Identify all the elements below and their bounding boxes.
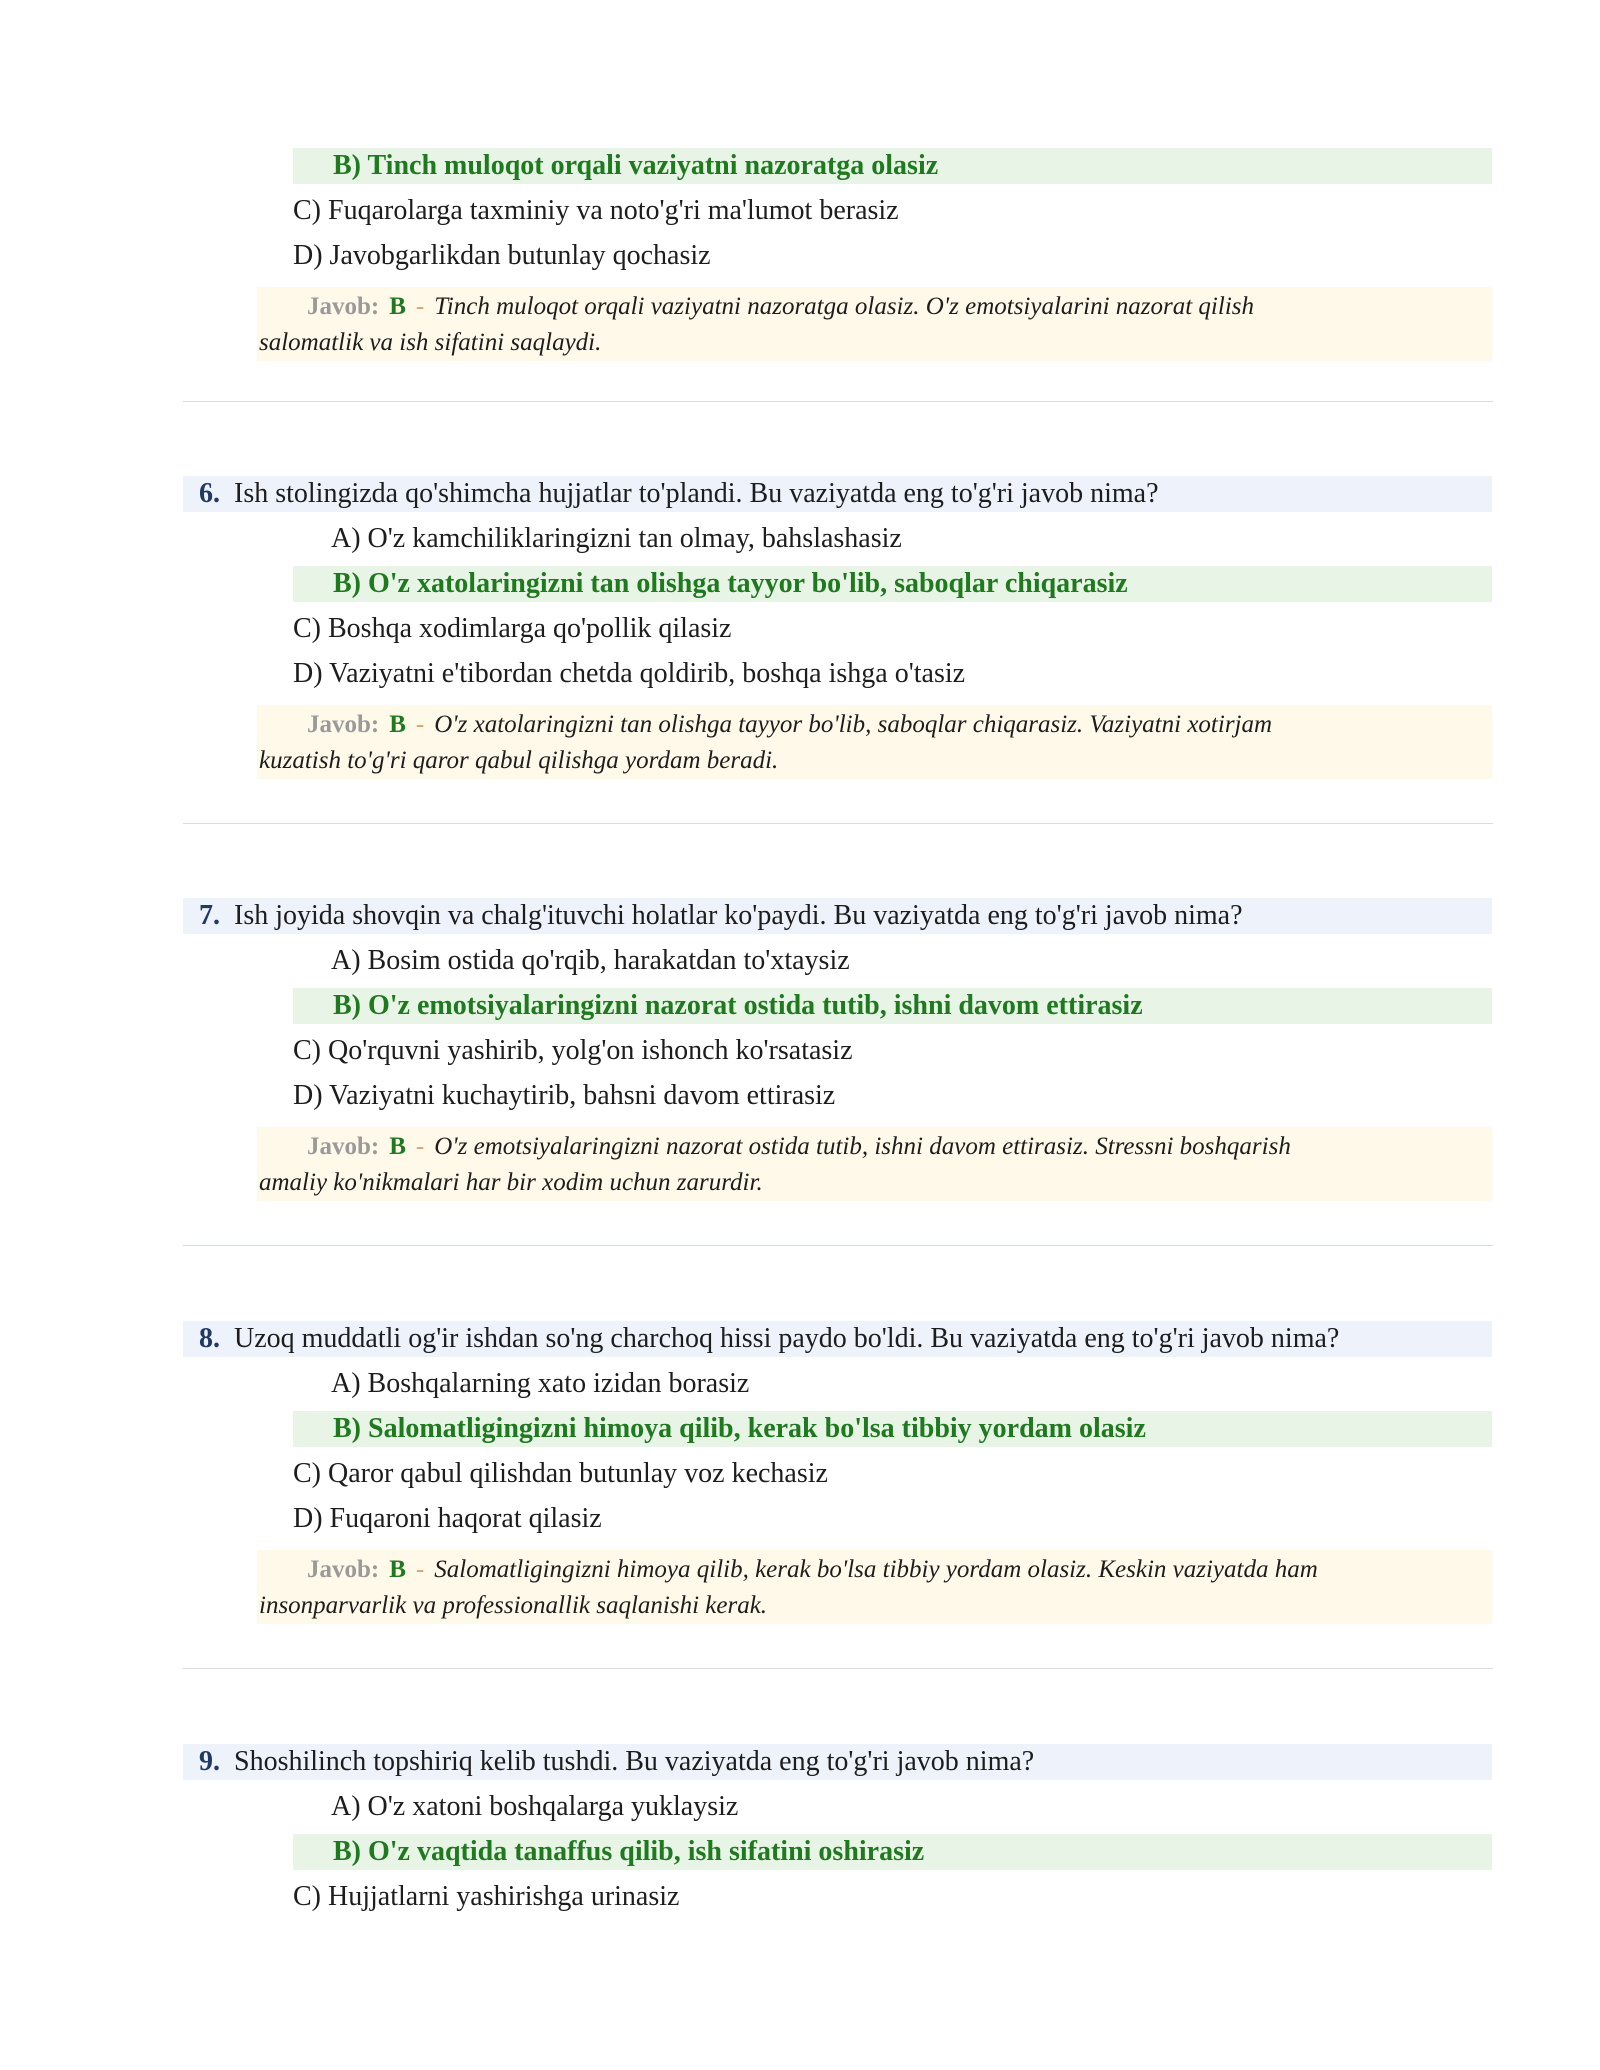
q6-option-d: D) Vaziyatni e'tibordan chetda qoldirib, boshqa ishga o'tasiz <box>293 658 966 689</box>
answer-text-line1: O'z xatolaringizni tan olishga tayyor bo'lib, saboqlar chiqarasiz. Vaziyatni xotirjam <box>434 711 1273 738</box>
question-8 <box>183 1321 1492 1357</box>
q6-option-c: C) Boshqa xodimlarga qo'pollik qilasiz <box>293 613 732 644</box>
divider <box>183 823 1493 824</box>
answer-label: Javob: <box>307 1556 380 1583</box>
divider <box>183 401 1493 402</box>
q6-option-a: A) O'z kamchiliklaringizni tan olmay, bahslashasiz <box>331 523 902 554</box>
q7-option-d: D) Vaziyatni kuchaytirib, bahsni davom ettirasiz <box>293 1080 836 1111</box>
question-number: 7. <box>199 900 220 931</box>
q7-answer-box <box>257 1127 1492 1201</box>
question-text: Ish joyida shovqin va chalg'ituvchi holatlar ko'paydi. Bu vaziyatda eng to'g'ri javob nima? <box>234 900 1243 931</box>
q8-option-a: A) Boshqalarning xato izidan borasiz <box>331 1368 750 1399</box>
answer-text-line2: insonparvarlik va professionallik saqlanishi kerak. <box>259 1592 768 1619</box>
q8-option-d: D) Fuqaroni haqorat qilasiz <box>293 1503 602 1534</box>
answer-text-line1: Salomatligingizni himoya qilib, kerak bo'lsa tibbiy yordam olasiz. Keskin vaziyatda ham <box>434 1556 1318 1583</box>
q9-option-b-correct: B) O'z vaqtida tanaffus qilib, ish sifatini oshirasiz <box>293 1834 1492 1870</box>
question-text: Ish stolingizda qo'shimcha hujjatlar to'plandi. Bu vaziyatda eng to'g'ri javob nima? <box>234 478 1159 509</box>
q6-option-b-correct: B) O'z xatolaringizni tan olishga tayyor bo'lib, saboqlar chiqarasiz <box>293 566 1492 602</box>
answer-dash: - <box>415 1556 425 1583</box>
question-6 <box>183 476 1492 512</box>
q9-option-a: A) O'z xatoni boshqalarga yuklaysiz <box>331 1791 739 1822</box>
q7-option-a: A) Bosim ostida qo'rqib, harakatdan to'xtaysiz <box>331 945 850 976</box>
q8-answer-box <box>257 1550 1492 1624</box>
q6-answer-box <box>257 705 1492 779</box>
question-number: 8. <box>199 1323 220 1354</box>
q8-option-b-correct: B) Salomatligingizni himoya qilib, kerak bo'lsa tibbiy yordam olasiz <box>293 1411 1492 1447</box>
question-number: 6. <box>199 478 220 509</box>
answer-dash: - <box>415 293 425 320</box>
answer-letter: B <box>389 293 406 320</box>
answer-letter: B <box>389 1556 406 1583</box>
answer-dash: - <box>415 711 425 738</box>
question-text: Uzoq muddatli og'ir ishdan so'ng charchoq hissi paydo bo'ldi. Bu vaziyatda eng to'g'ri javob nima? <box>234 1323 1340 1354</box>
answer-dash: - <box>415 1133 425 1160</box>
answer-letter: B <box>389 1133 406 1160</box>
answer-text-line1: O'z emotsiyalaringizni nazorat ostida tutib, ishni davom ettirasiz. Stressni boshqarish <box>434 1133 1291 1160</box>
q7-option-b-correct: B) O'z emotsiyalaringizni nazorat ostida tutib, ishni davom ettirasiz <box>293 988 1492 1024</box>
answer-label: Javob: <box>307 1133 380 1160</box>
answer-text-line2: amaliy ko'nikmalari har bir xodim uchun zarurdir. <box>259 1169 763 1196</box>
answer-label: Javob: <box>307 293 380 320</box>
answer-label: Javob: <box>307 711 380 738</box>
q9-option-c: C) Hujjatlarni yashirishga urinasiz <box>293 1881 680 1912</box>
answer-text-line1: Tinch muloqot orqali vaziyatni nazoratga olasiz. O'z emotsiyalarini nazorat qilish <box>434 293 1255 320</box>
question-7 <box>183 898 1492 934</box>
q5-answer-box <box>257 287 1492 361</box>
question-number: 9. <box>199 1746 220 1777</box>
divider <box>183 1245 1493 1246</box>
question-9 <box>183 1744 1492 1780</box>
question-text: Shoshilinch topshiriq kelib tushdi. Bu vaziyatda eng to'g'ri javob nima? <box>234 1746 1035 1777</box>
q5-option-b-correct: B) Tinch muloqot orqali vaziyatni nazoratga olasiz <box>293 148 1492 184</box>
answer-text-line2: kuzatish to'g'ri qaror qabul qilishga yordam beradi. <box>259 747 779 774</box>
q5-option-c: C) Fuqarolarga taxminiy va noto'g'ri ma'lumot berasiz <box>293 195 899 226</box>
q7-option-c: C) Qo'rquvni yashirib, yolg'on ishonch ko'rsatasiz <box>293 1035 853 1066</box>
answer-letter: B <box>389 711 406 738</box>
q5-option-d: D) Javobgarlikdan butunlay qochasiz <box>293 240 711 271</box>
answer-text-line2: salomatlik va ish sifatini saqlaydi. <box>259 329 602 356</box>
divider <box>183 1668 1493 1669</box>
q8-option-c: C) Qaror qabul qilishdan butunlay voz kechasiz <box>293 1458 828 1489</box>
